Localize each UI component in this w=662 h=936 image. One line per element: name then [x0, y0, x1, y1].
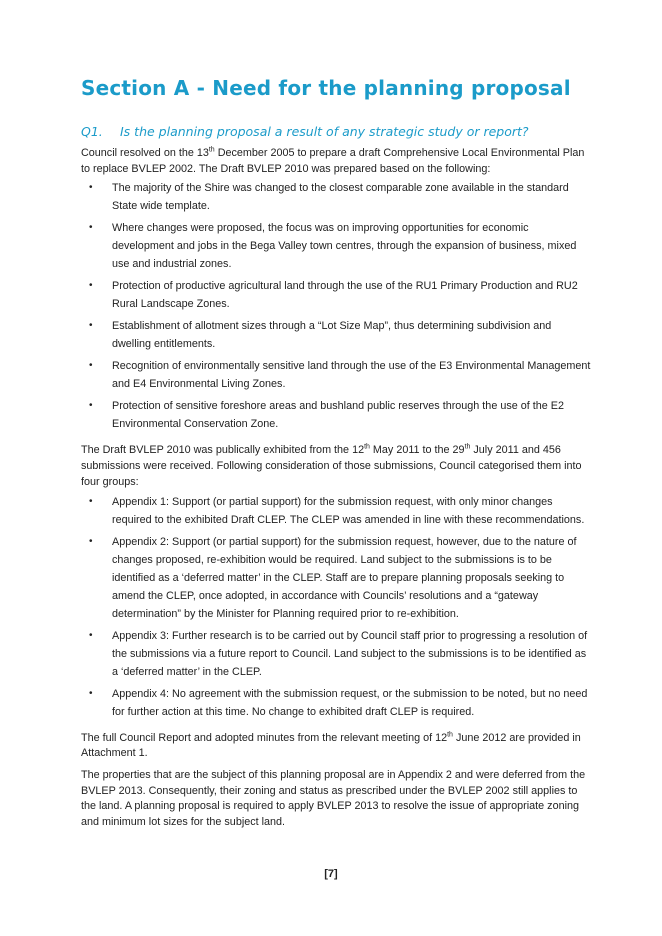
- list-item: • The majority of the Shire was changed to the closest comparable zone available in the standard State wide template.: [81, 179, 591, 215]
- list-item: • Establishment of allotment sizes through a “Lot Size Map”, thus determining subdivision and dwelling entitlements.: [81, 317, 591, 353]
- question-number: Q1.: [81, 124, 103, 139]
- bullet-icon: •: [89, 400, 93, 412]
- page-number: [7]: [324, 868, 338, 880]
- list-item: • Appendix 3: Further research is to be carried out by Council staff prior to progressing a resolution of the submissions via a future report to Council. Land subject to the submissions is to be identified as a ‘deferred matter’ in the CLEP.: [81, 627, 591, 681]
- bullet-icon: •: [89, 320, 93, 332]
- intro-bullet-list: [81, 179, 591, 433]
- question-heading: [81, 124, 529, 139]
- properties-paragraph: The properties that are the subject of this planning proposal are in Appendix 2 and were deferred from the BVLEP 2013. Consequently, their zoning and status as prescribed under the BVLEP 2002 still applies to the land. A planning proposal is required to apply BVLEP 2013 to resolve the issue of appropriate zoning and minimum lot sizes for the subject land.: [81, 768, 586, 829]
- list-item: • Protection of productive agricultural land through the use of the RU1 Primary Production and RU2 Rural Landscape Zones.: [81, 277, 591, 313]
- question-text: Is the planning proposal a result of any strategic study or report?: [120, 124, 529, 139]
- exhibition-paragraph: The Draft BVLEP 2010 was publically exhibited from the 12th May 2011 to the 29th July 2011 and 456 submissions were received. Following consideration of those submissions, Council categorised them into four groups:: [81, 443, 582, 488]
- bullet-icon: •: [89, 222, 93, 234]
- bullet-icon: •: [89, 535, 93, 547]
- document-body: [81, 146, 591, 831]
- list-item: • Recognition of environmentally sensitive land through the use of the E3 Environmental Management and E4 Environmental Living Zones.: [81, 357, 591, 393]
- list-item: • Where changes were proposed, the focus was on improving opportunities for economic development and jobs in the Bega Valley town centres, through the expansion of business, mixed use and industrial zones.: [81, 219, 591, 273]
- bullet-icon: •: [89, 280, 93, 292]
- list-item: • Appendix 4: No agreement with the submission request, or the submission to be noted, but no need for further action at this time. No change to exhibited draft CLEP is required.: [81, 685, 591, 721]
- bullet-icon: •: [89, 182, 93, 194]
- appendix-bullet-list: [81, 493, 591, 721]
- list-item: • Appendix 2: Support (or partial support) for the submission request, however, due to the nature of changes proposed, re-exhibition would be required. Land subject to the submissions is to be identified as a ‘deferred matter’ in the CLEP. Staff are to prepare planning proposals seeking to amend the CLEP, once adopted, in accordance with Councils’ resolutions and a “gateway determination” by the Minister for Planning required prior to re-exhibition.: [81, 533, 591, 623]
- intro-paragraph: Council resolved on the 13th December 2005 to prepare a draft Comprehensive Local Environmental Plan to replace BVLEP 2002. The Draft BVLEP 2010 was prepared based on the following:: [81, 146, 585, 175]
- bullet-icon: •: [89, 360, 93, 372]
- bullet-icon: •: [89, 495, 93, 507]
- section-heading: Section A - Need for the planning proposal: [81, 76, 571, 100]
- bullet-icon: •: [89, 687, 93, 699]
- list-item: • Protection of sensitive foreshore areas and bushland public reserves through the use of the E2 Environmental Conservation Zone.: [81, 397, 591, 433]
- list-item: • Appendix 1: Support (or partial support) for the submission request, with only minor changes required to the exhibited Draft CLEP. The CLEP was amended in line with these recommendations.: [81, 493, 591, 529]
- report-paragraph: The full Council Report and adopted minutes from the relevant meeting of 12th June 2012 are provided in Attachment 1.: [81, 730, 581, 760]
- bullet-icon: •: [89, 629, 93, 641]
